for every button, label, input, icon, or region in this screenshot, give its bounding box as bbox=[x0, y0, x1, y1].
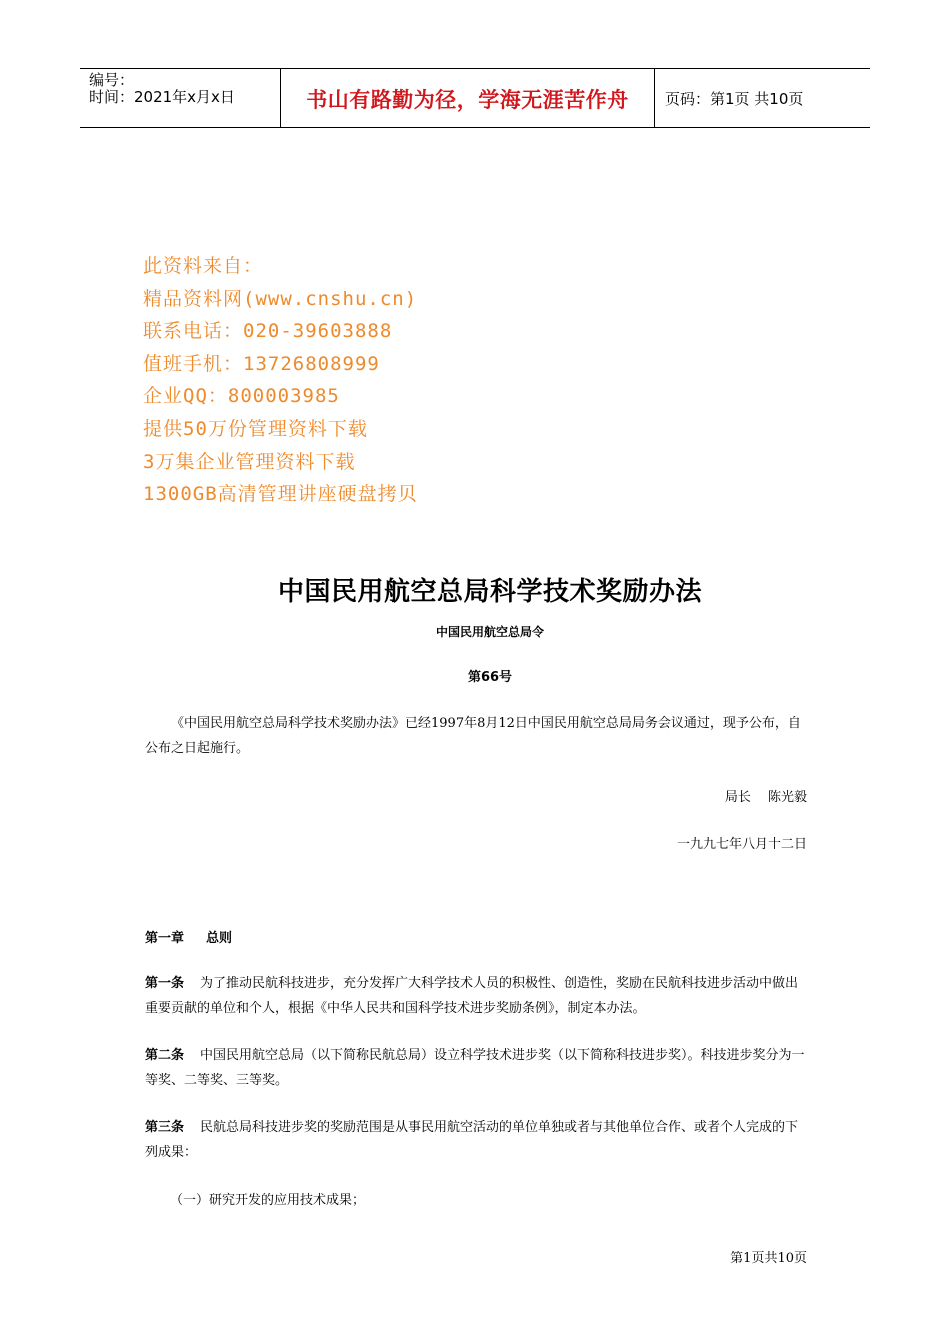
promo-line: 企业QQ：800003985 bbox=[143, 385, 340, 408]
document-date: 一九九七年八月十二日 bbox=[676, 837, 807, 852]
list-item-1: （一）研究开发的应用技术成果； bbox=[170, 1193, 366, 1208]
article-label: 第一条 bbox=[145, 976, 185, 991]
article-2 bbox=[145, 1043, 807, 1093]
time-label: 时间：2021年x月x日 bbox=[89, 88, 235, 106]
chapter-heading bbox=[145, 927, 232, 946]
promo-block bbox=[143, 250, 418, 511]
article-text: 民航总局科技进步奖的奖励范围是从事民用航空活动的单位单独或者与其他单位合作、或者个人完成的下列成果： bbox=[145, 1120, 799, 1160]
serial-label: 编号： bbox=[89, 71, 135, 89]
header-table bbox=[80, 68, 870, 128]
intro-paragraph: 《中国民用航空总局科学技术奖励办法》已经1997年8月12日中国民用航空总局局务会议通过，现予公布，自公布之日起施行。 bbox=[145, 716, 801, 756]
promo-line: 3万集企业管理资料下载 bbox=[143, 450, 356, 473]
article-text: 中国民用航空总局（以下简称民航总局）设立科学技术进步奖（以下简称科技进步奖）。科技进步奖分为一等奖、二等奖、三等奖。 bbox=[145, 1048, 805, 1088]
document-subtitle: 中国民用航空总局令 bbox=[435, 625, 544, 639]
article-label: 第三条 bbox=[145, 1120, 185, 1135]
header-page-label: 页码：第1页 共10页 bbox=[665, 90, 804, 108]
document-title: 中国民用航空总局科学技术奖励办法 bbox=[277, 577, 702, 607]
footer-page-label: 第1页共10页 bbox=[730, 1251, 807, 1266]
article-3 bbox=[145, 1115, 807, 1165]
chapter-number: 第一章 bbox=[145, 931, 185, 946]
signer: 局长 陈光毅 bbox=[724, 790, 807, 805]
promo-line: 提供50万份管理资料下载 bbox=[143, 417, 368, 440]
article-text: 为了推动民航科技进步，充分发挥广大科学技术人员的积极性、创造性，奖励在民航科技进步活动中做出重要贡献的单位和个人，根据《中华人民共和国科学技术进步奖励条例》，制定本办法。 bbox=[145, 976, 799, 1016]
header-motto: 书山有路勤为径，学海无涯苦作舟 bbox=[281, 69, 655, 128]
chapter-title: 总则 bbox=[206, 931, 233, 946]
promo-line: 精品资料网(www.cnshu.cn) bbox=[143, 287, 418, 310]
promo-line: 联系电话：020-39603888 bbox=[143, 320, 393, 343]
promo-line: 1300GB高清管理讲座硬盘拷贝 bbox=[143, 483, 418, 506]
article-label: 第二条 bbox=[145, 1048, 185, 1063]
article-1 bbox=[145, 971, 807, 1021]
header-left-cell bbox=[80, 69, 281, 128]
promo-line: 此资料来自： bbox=[143, 255, 264, 277]
promo-line: 值班手机：13726808999 bbox=[143, 352, 380, 375]
document-number: 第66号 bbox=[467, 670, 513, 685]
